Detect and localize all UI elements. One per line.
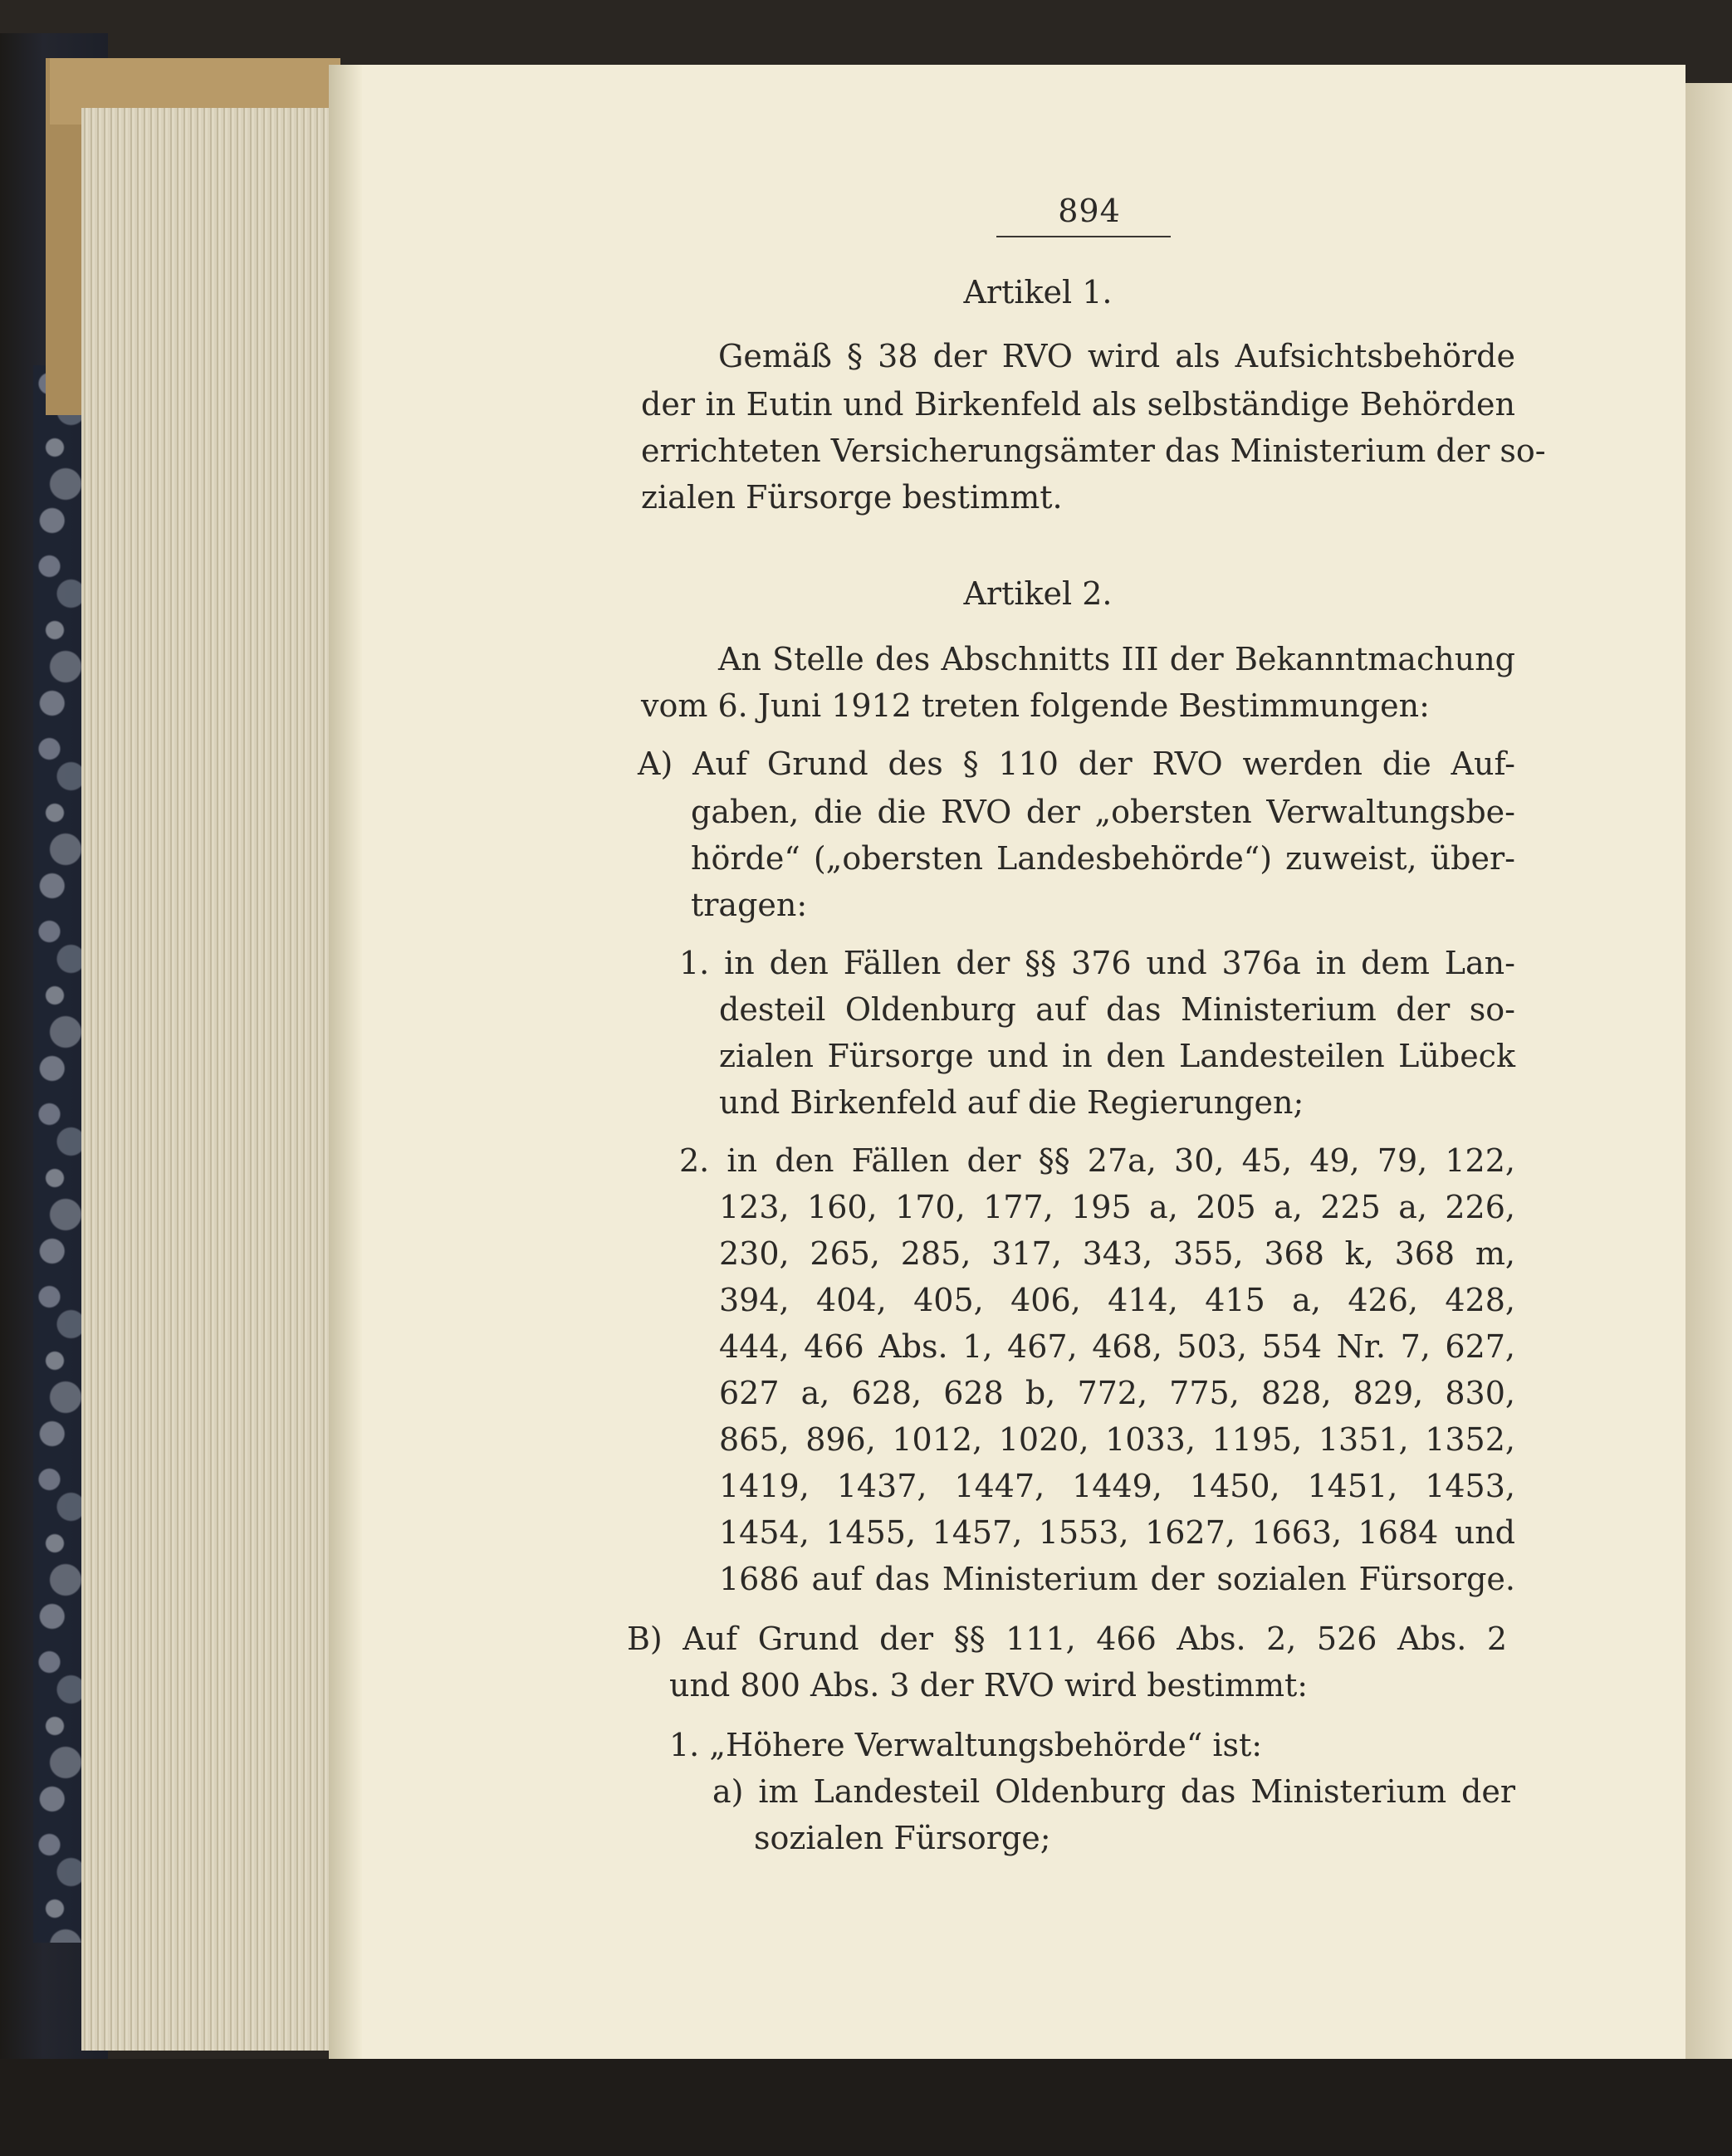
text-line: Gemäß § 38 der RVO wird als Aufsichtsbehörde [718,338,1515,374]
header-rule [996,236,1171,237]
next-page-edge [1686,83,1732,2075]
text-line: und Birkenfeld auf die Regierungen; [719,1084,1304,1121]
text-line: 1. „Höhere Verwaltungsbehörde“ ist: [669,1727,1263,1763]
text-line: 1. in den Fällen der §§ 376 und 376a in dem Lan- [679,945,1515,981]
marbled-endpaper [33,365,87,1943]
text-line: sozialen Fürsorge; [754,1820,1051,1856]
text-line: a) im Landesteil Oldenburg das Ministerium der [712,1773,1515,1810]
text-line: hörde“ („obersten Landesbehörde“) zuweist, über- [691,840,1515,877]
text-line: 1419, 1437, 1447, 1449, 1450, 1451, 1453, [719,1468,1515,1504]
text-line: errichteten Versicherungsämter das Ministerium der so- [641,433,1546,469]
gutter-shadow [329,65,362,2074]
text-line: der in Eutin und Birkenfeld als selbständige Behörden [641,386,1515,423]
text-line: 394, 404, 405, 406, 414, 415 a, 426, 428, [719,1282,1515,1318]
text-line: B) Auf Grund der §§ 111, 466 Abs. 2, 526 Abs. 2 [627,1621,1507,1657]
page-number: 894 [1058,193,1121,229]
book-cover-bottom [0,2059,1732,2156]
text-line: A) Auf Grund des § 110 der RVO werden die Auf- [638,746,1515,782]
text-line: desteil Oldenburg auf das Ministerium der so- [719,991,1515,1028]
text-line: 865, 896, 1012, 1020, 1033, 1195, 1351, 1352, [719,1421,1515,1458]
article-heading: Artikel 2. [963,575,1113,612]
text-line: 2. in den Fällen der §§ 27a, 30, 45, 49, 79, 122, [679,1142,1515,1179]
text-line: 1454, 1455, 1457, 1553, 1627, 1663, 1684 und [719,1514,1515,1551]
text-line: 627 a, 628, 628 b, 772, 775, 828, 829, 830, [719,1375,1515,1411]
text-line: 444, 466 Abs. 1, 467, 468, 503, 554 Nr. 7, 627, [719,1328,1515,1365]
text-line: zialen Fürsorge und in den Landesteilen Lübeck [719,1038,1515,1074]
article-heading: Artikel 1. [963,274,1113,310]
text-line: vom 6. Juni 1912 treten folgende Bestimmungen: [641,687,1430,724]
text-line: 1686 auf das Ministerium der sozialen Fürsorge. [719,1561,1515,1597]
text-line: und 800 Abs. 3 der RVO wird bestimmt: [669,1667,1309,1704]
text-line: gaben, die die RVO der „obersten Verwaltungsbe- [691,794,1515,830]
text-line: 123, 160, 170, 177, 195 a, 205 a, 225 a, 226, [719,1189,1515,1225]
text-line: An Stelle des Abschnitts III der Bekanntmachung [718,641,1515,677]
text-line: tragen: [691,887,808,923]
text-line: zialen Fürsorge bestimmt. [641,479,1063,516]
text-line: 230, 265, 285, 317, 343, 355, 368 k, 368 m, [719,1235,1515,1272]
page-stack-edge [81,108,332,2051]
